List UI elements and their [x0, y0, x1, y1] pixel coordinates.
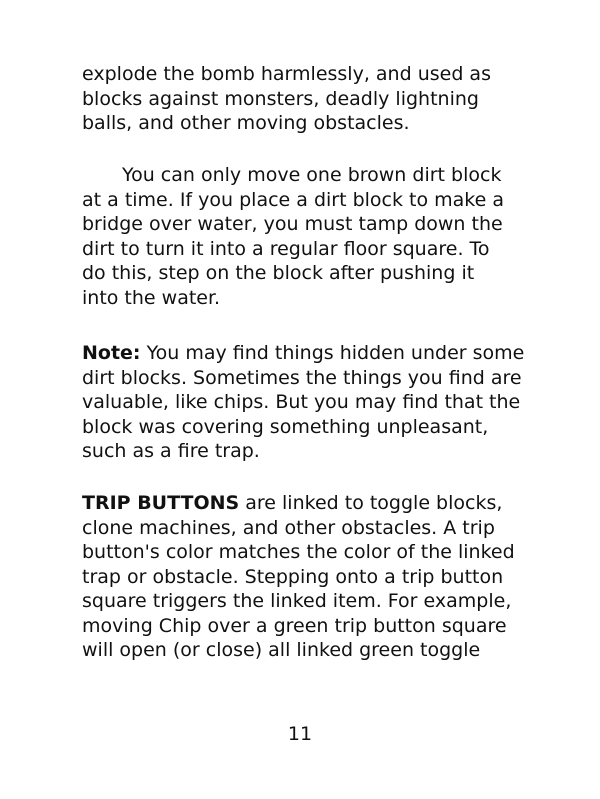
text-line — [82, 491, 542, 516]
text-line: square triggers the linked item. For example, — [82, 590, 512, 612]
text-line: You can only move one brown dirt block — [122, 164, 502, 186]
text-line: dirt blocks. Sometimes the things you find are — [82, 366, 522, 389]
note-label: Note: — [82, 342, 141, 364]
text-line: clone machines, and other obstacles. A trip — [82, 516, 495, 539]
text-line: at a time. If you place a dirt block to make a — [82, 188, 504, 211]
text-line: into the water. — [82, 286, 221, 309]
paragraph-note — [82, 341, 542, 464]
text-line: dirt to turn it into a regular floor square. To — [82, 237, 490, 260]
text-line: balls, and other moving obstacles. — [82, 112, 410, 134]
text-line — [82, 341, 542, 366]
text-line: bridge over water, you must tamp down the — [82, 213, 503, 235]
text-fragment: are linked to toggle blocks, — [239, 492, 503, 514]
text-line: valuable, like chips. But you may find that the — [82, 391, 521, 413]
paragraph-trip-buttons — [82, 491, 542, 663]
text-line: blocks against monsters, deadly lightning — [82, 87, 479, 110]
text-line: explode the bomb harmlessly, and used as — [82, 63, 491, 85]
trip-buttons-term: TRIP BUTTONS — [82, 492, 240, 514]
text-line: block was covering something unpleasant, — [82, 415, 489, 438]
text-line: moving Chip over a green trip button square — [82, 614, 507, 637]
paragraph-bomb-continuation — [82, 62, 542, 136]
text-line: will open (or close) all linked green toggle — [82, 639, 481, 661]
paragraph-dirt-block — [82, 163, 542, 310]
text-line: button's color matches the color of the linked — [82, 541, 515, 563]
text-line: do this, step on the block after pushing it — [82, 262, 475, 284]
text-fragment: You may find things hidden under some — [140, 342, 525, 364]
text-line: such as a fire trap. — [82, 440, 260, 462]
text-line: trap or obstacle. Stepping onto a trip button — [82, 565, 504, 588]
page-number: 11 — [287, 723, 313, 745]
